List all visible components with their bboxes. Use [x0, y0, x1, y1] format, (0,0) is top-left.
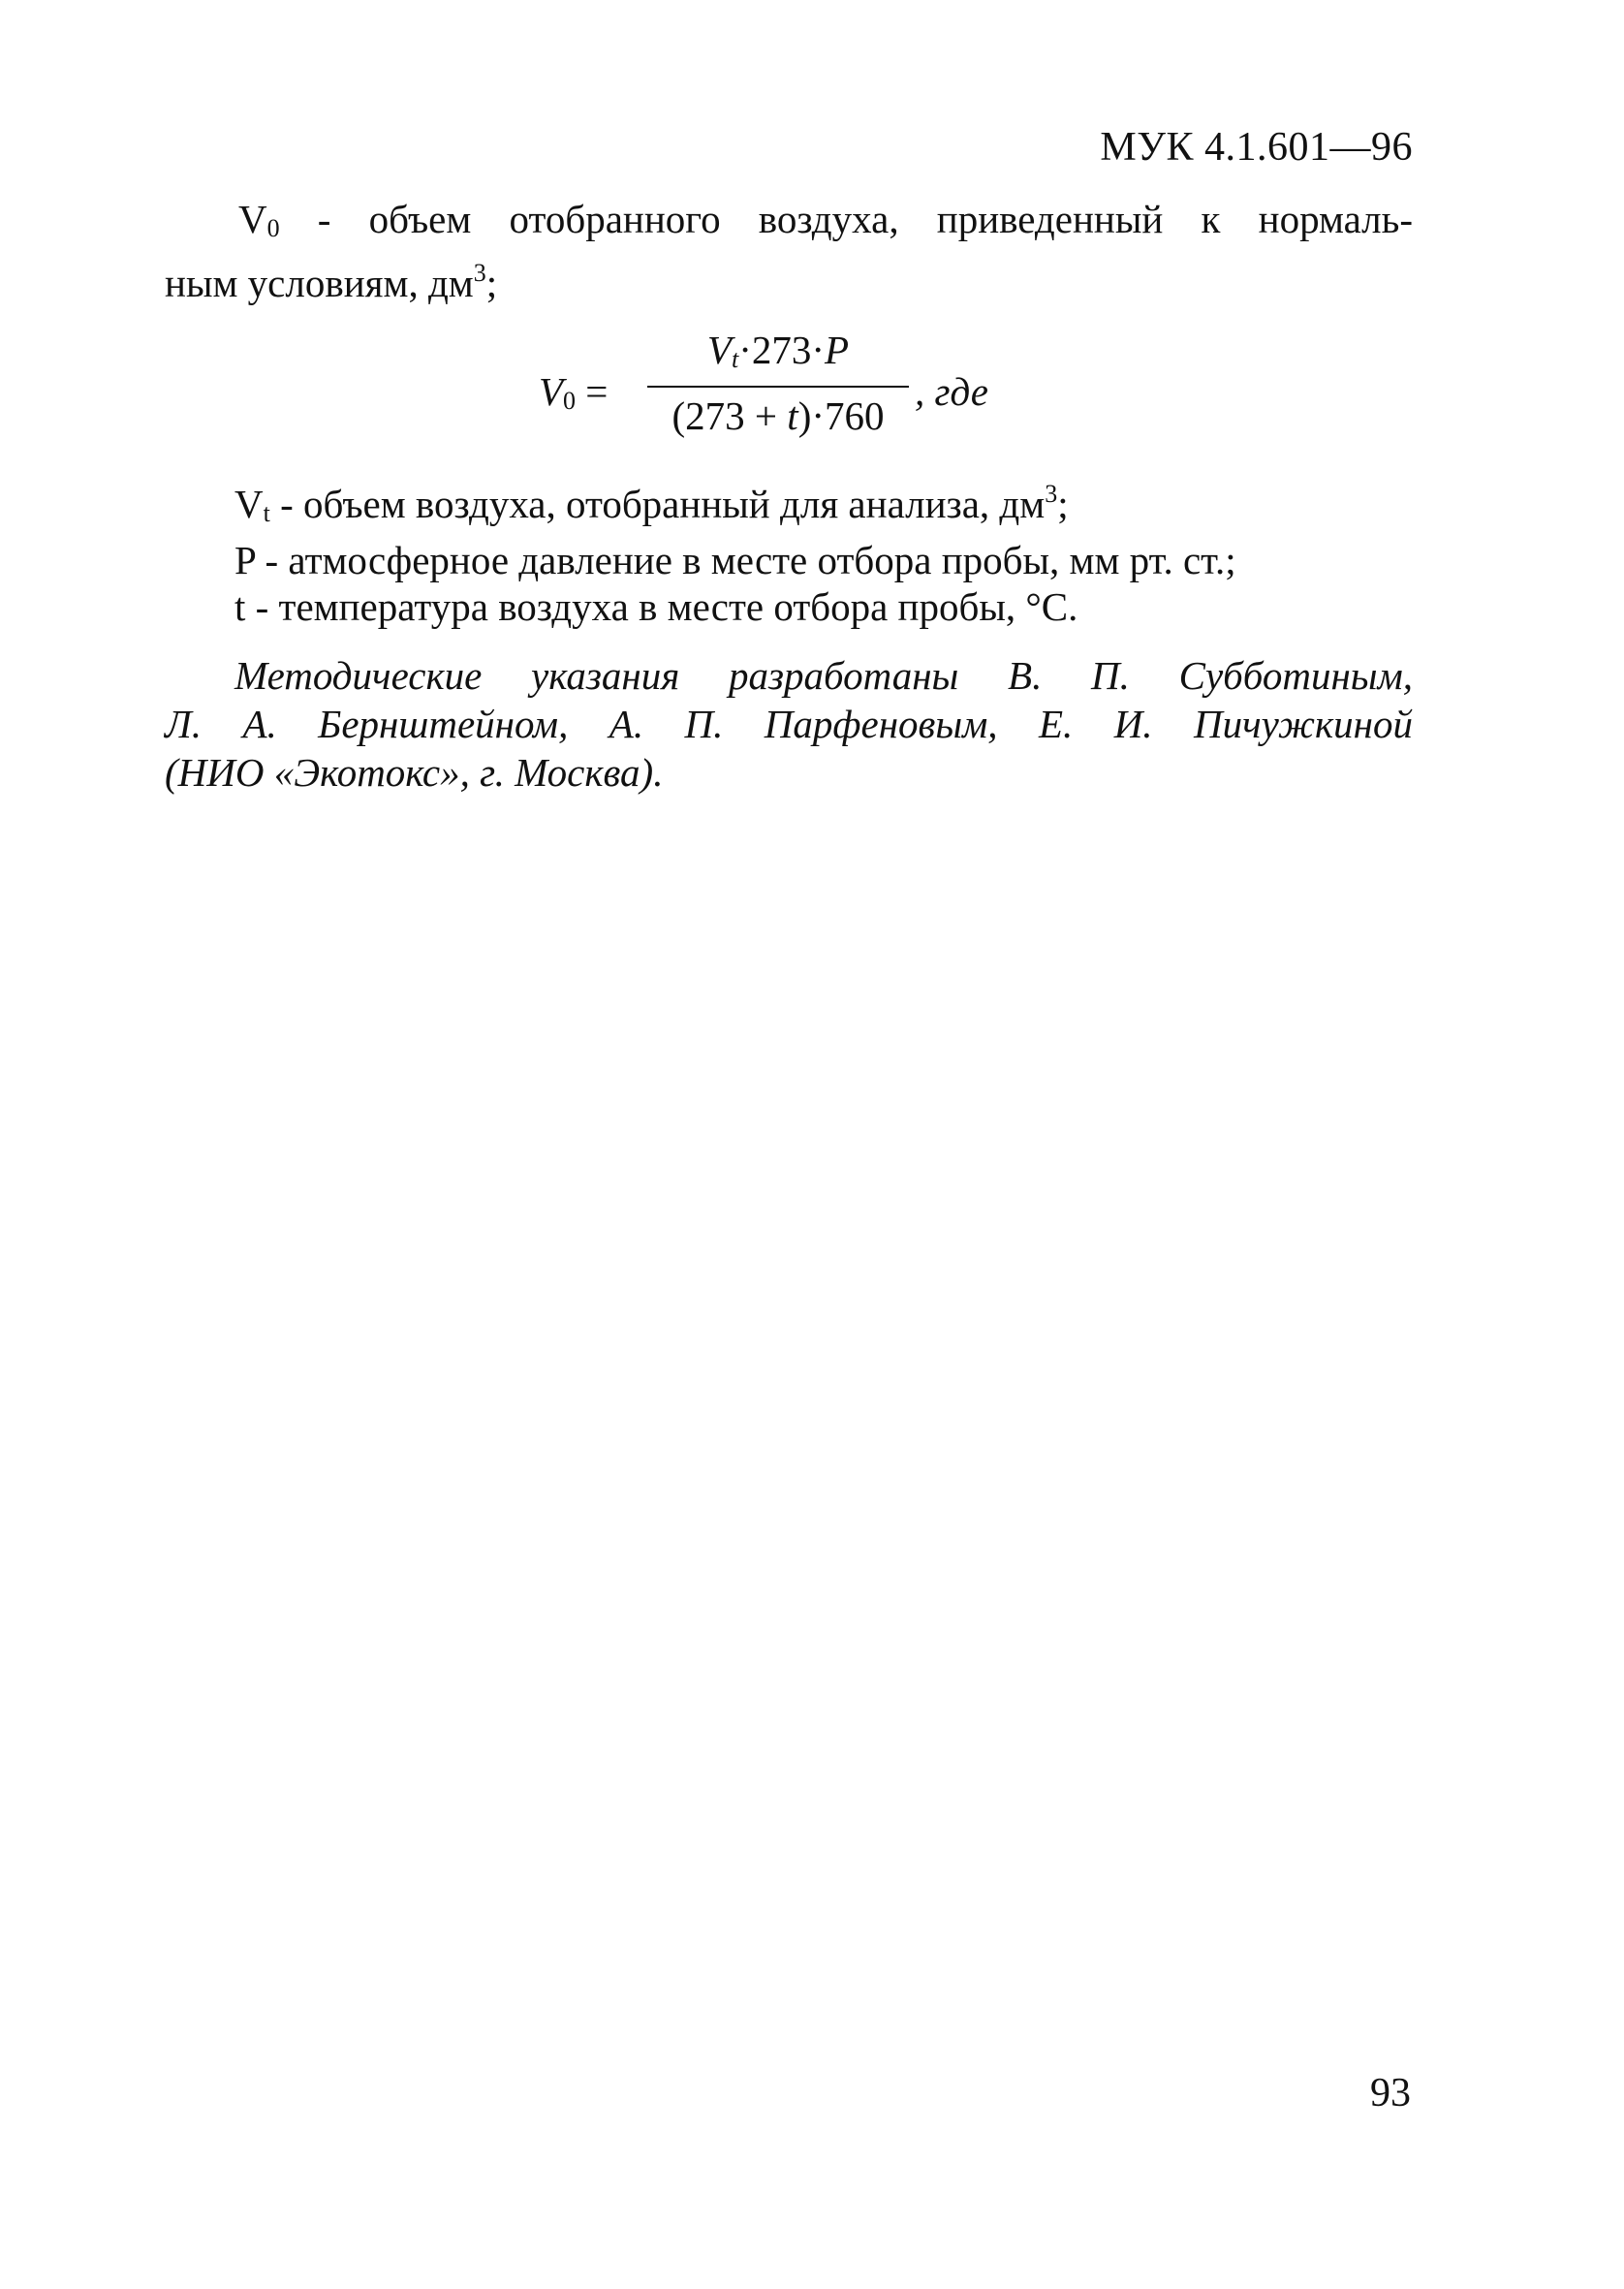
formula-denominator: [647, 392, 909, 440]
authors-line-1: Методические указания разработаны В. П. Субботиным,: [234, 653, 1413, 698]
definition-vt-text: - объем воздуха, отобранный для анализа, дм: [269, 482, 1046, 526]
definition-t-symbol: t: [234, 584, 246, 629]
variable-definitions: [234, 481, 1236, 630]
formula-fraction-bar: [647, 386, 909, 388]
formula-denominator-start: (273 +: [671, 393, 788, 438]
definition-p-text: - атмосферное давление в месте отбора пробы, мм рт. ст.;: [255, 538, 1236, 582]
v0-definition: [165, 192, 1413, 310]
formula-denominator-end: )·760: [797, 393, 885, 438]
page-number: 93: [1370, 2071, 1411, 2116]
authors-note: [165, 651, 1413, 797]
definition-t: [234, 583, 1236, 630]
document-code: МУК 4.1.601—96: [1100, 125, 1413, 170]
v0-definition-end: ;: [485, 261, 498, 305]
formula-lhs-symbol: V: [539, 369, 564, 414]
formula-denominator-temperature: t: [787, 393, 798, 438]
formula-equals: =: [576, 369, 609, 414]
formula-numerator-constant: ·273·: [738, 328, 826, 372]
definition-vt-unit-superscript: 3: [1045, 480, 1058, 508]
formula-lhs: [539, 368, 608, 416]
definition-vt: [234, 481, 1236, 537]
formula-tail: , где: [915, 369, 988, 414]
authors-line-3: (НИО «Экотокс», г. Москва).: [165, 750, 664, 795]
formula-fraction: [647, 326, 909, 440]
authors-line-2: Л. А. Бернштейном, А. П. Парфеновым, Е. И. Пичужкиной: [165, 702, 1413, 746]
definition-p: [234, 537, 1236, 583]
v0-definition-text: - объем отобранного воздуха, приведенный к нормаль-: [279, 197, 1413, 241]
definition-vt-subscript: t: [263, 499, 270, 527]
v0-definition-line-1: [165, 192, 1413, 256]
formula-numerator: [647, 326, 909, 384]
formula-lhs-subscript: 0: [563, 387, 577, 415]
formula-numerator-pressure: P: [825, 328, 850, 372]
formula-numerator-symbol: V: [706, 328, 732, 372]
definition-vt-symbol: V: [234, 482, 264, 526]
definition-t-text: - температура воздуха в месте отбора пробы, °С.: [245, 584, 1078, 629]
v0-unit-superscript: 3: [473, 259, 486, 287]
v0-symbol: V: [238, 197, 267, 241]
v0-symbol-subscript: 0: [266, 214, 280, 242]
v0-definition-line-2: [165, 256, 1413, 310]
definition-p-symbol: P: [234, 538, 256, 582]
volume-formula: [539, 326, 1081, 452]
formula-numerator-subscript: t: [731, 345, 739, 373]
v0-definition-text-2: ным условиям, дм: [165, 261, 474, 305]
definition-vt-end: ;: [1057, 482, 1069, 526]
